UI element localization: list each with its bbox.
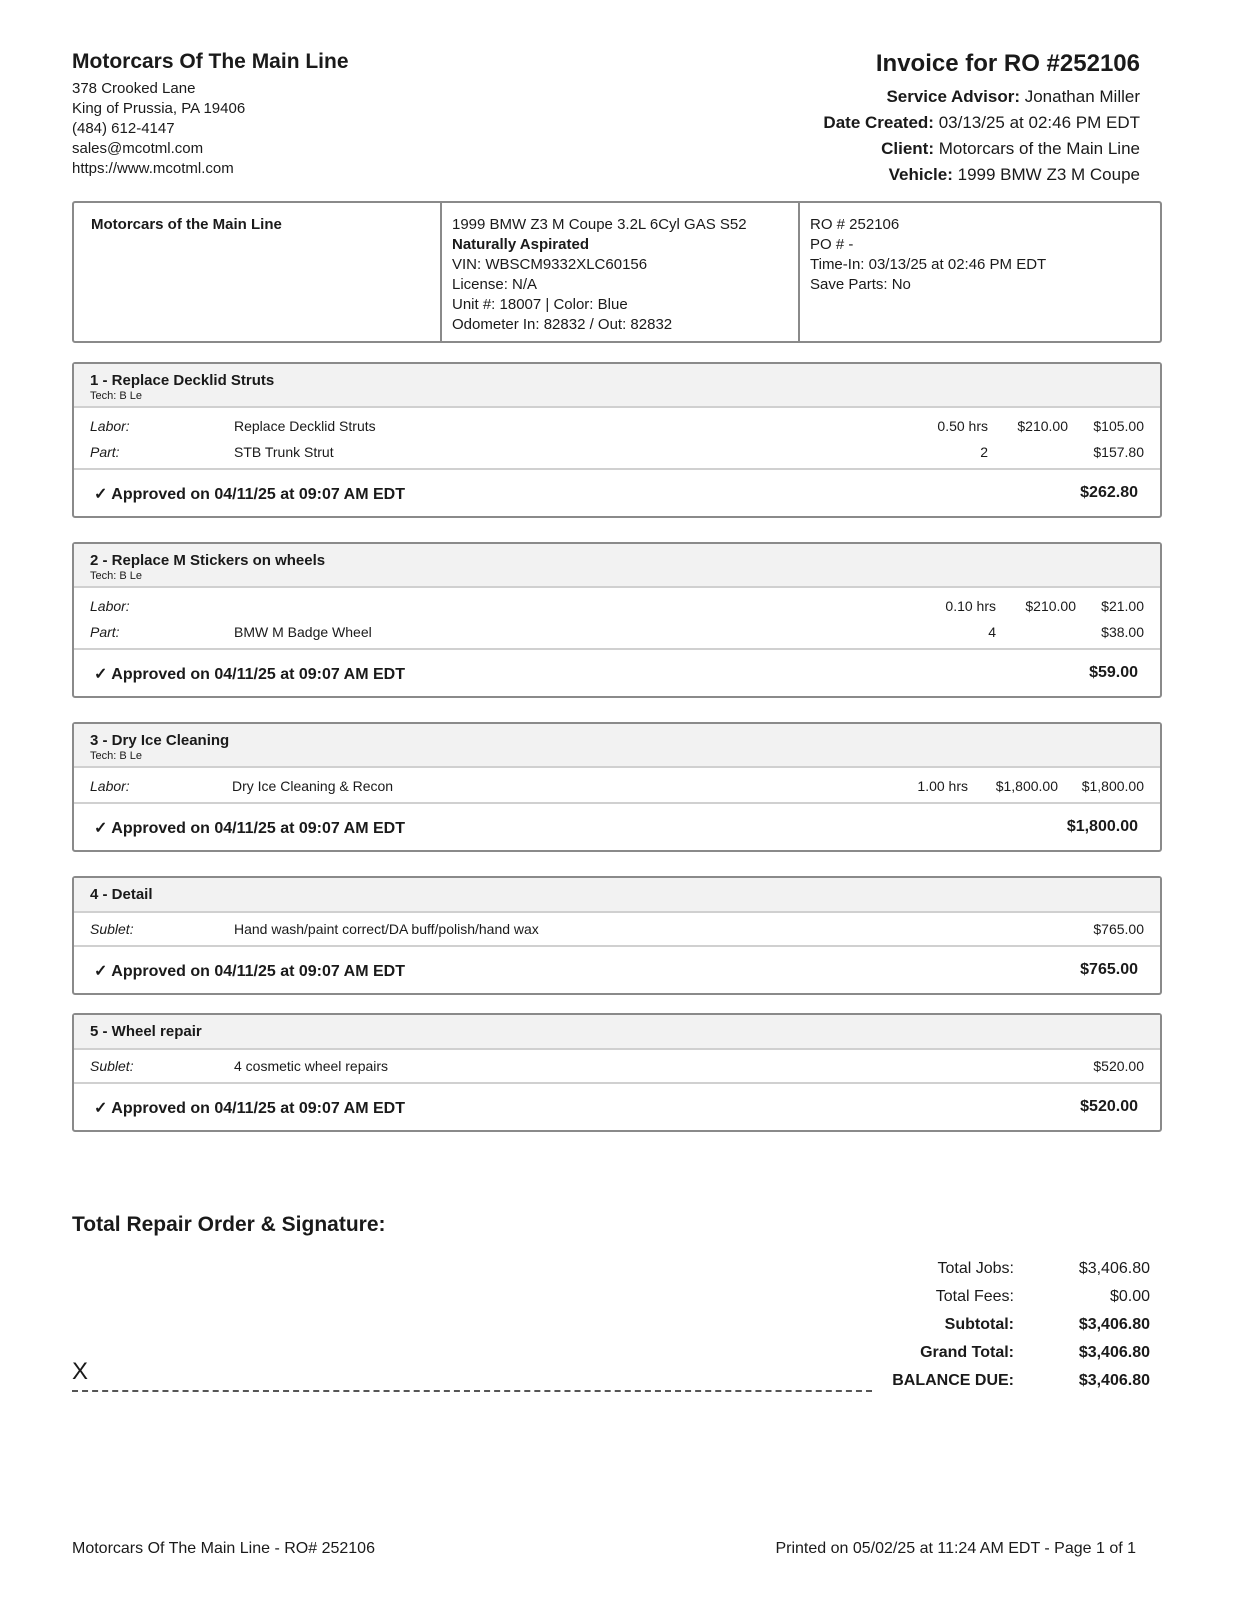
line-amount: $157.80: [1093, 444, 1144, 460]
subtotal-label: Subtotal:: [944, 1316, 1014, 1333]
client-value: Motorcars of the Main Line: [938, 139, 1140, 158]
service-advisor-label: Service Advisor:: [886, 87, 1020, 106]
line-type: Part:: [90, 444, 120, 460]
job-total: $520.00: [1080, 1098, 1138, 1115]
vehicle-column: [440, 203, 798, 341]
line-amount: $520.00: [1093, 1058, 1144, 1074]
line-quantity: 0.50 hrs: [937, 418, 988, 434]
line-quantity: 2: [980, 444, 988, 460]
vehicle-license: License: N/A: [452, 276, 538, 293]
job-footer: [74, 650, 1160, 696]
job-total: $262.80: [1080, 484, 1138, 501]
po-number: PO # -: [810, 236, 854, 253]
job-header: [74, 724, 1160, 768]
shop-phone: (484) 612-4147: [72, 120, 175, 137]
line-amount: $1,800.00: [1081, 778, 1144, 794]
job-tech: Tech: B Le: [90, 750, 142, 762]
job-header: [74, 544, 1160, 588]
vehicle-unit-color: Unit #: 18007 | Color: Blue: [452, 296, 628, 313]
line-rate: $210.00: [1017, 418, 1068, 434]
line-type: Labor:: [90, 598, 130, 614]
line-item: [74, 594, 1160, 620]
grand-total-label: Grand Total:: [920, 1344, 1014, 1361]
line-quantity: 1.00 hrs: [917, 778, 968, 794]
line-item: [74, 620, 1160, 646]
total-fees-label: Total Fees:: [935, 1288, 1014, 1305]
job-card: [72, 722, 1162, 852]
line-type: Part:: [90, 624, 120, 640]
vehicle-label: Vehicle:: [888, 165, 953, 184]
vehicle-value: 1999 BMW Z3 M Coupe: [957, 165, 1140, 184]
line-item: [74, 774, 1160, 800]
approval-status: ✓ Approved on 04/11/25 at 09:07 AM EDT: [94, 1100, 405, 1117]
line-description: Replace Decklid Struts: [234, 418, 376, 434]
line-type: Labor:: [90, 418, 130, 434]
line-rate: $210.00: [1025, 598, 1076, 614]
job-total: $1,800.00: [1066, 818, 1138, 835]
approval-status: ✓ Approved on 04/11/25 at 09:07 AM EDT: [94, 963, 405, 980]
footer-right: Printed on 05/02/25 at 11:24 AM EDT - Page 1 of 1: [775, 1540, 1136, 1557]
job-footer: [74, 1084, 1160, 1130]
job-footer: [74, 470, 1160, 516]
time-in: Time-In: 03/13/25 at 02:46 PM EDT: [810, 256, 1047, 273]
total-fees-row: [820, 1288, 1150, 1316]
job-header: [74, 1015, 1160, 1050]
vehicle-description: 1999 BMW Z3 M Coupe 3.2L 6Cyl GAS S52: [452, 216, 747, 233]
vehicle-odometer: Odometer In: 82832 / Out: 82832: [452, 316, 673, 333]
service-advisor: [823, 84, 1140, 110]
approval-status: ✓ Approved on 04/11/25 at 09:07 AM EDT: [94, 820, 405, 837]
signature-line[interactable]: [72, 1390, 872, 1392]
job-total: $765.00: [1080, 961, 1138, 978]
shop-website: https://www.mcotml.com: [72, 160, 234, 177]
job-card: [72, 362, 1162, 518]
job-lines: [74, 913, 1160, 947]
job-lines: [74, 1050, 1160, 1084]
total-fees-value: $0.00: [1109, 1288, 1150, 1305]
job-total: $59.00: [1089, 664, 1138, 681]
invoice-header: [823, 50, 1140, 188]
line-description: BMW M Badge Wheel: [234, 624, 372, 640]
date-created-value: 03/13/25 at 02:46 PM EDT: [938, 113, 1140, 132]
line-description: Dry Ice Cleaning & Recon: [232, 778, 394, 794]
grand-total-row: [820, 1344, 1150, 1372]
date-created-label: Date Created:: [823, 113, 934, 132]
line-rate: $1,800.00: [995, 778, 1058, 794]
client-label: Client:: [881, 139, 934, 158]
job-title: 4 - Detail: [90, 886, 153, 903]
job-title: 1 - Replace Decklid Struts: [90, 372, 275, 389]
line-amount: $765.00: [1093, 921, 1144, 937]
grand-total-value: $3,406.80: [1078, 1344, 1150, 1361]
customer-name: Motorcars of the Main Line: [91, 216, 282, 233]
total-jobs-row: [820, 1260, 1150, 1288]
job-card: [72, 542, 1162, 698]
line-item: [74, 1054, 1160, 1080]
job-tech: Tech: B Le: [90, 570, 142, 582]
shop-email: sales@mcotml.com: [72, 140, 204, 157]
ro-info-box: [72, 201, 1162, 343]
vehicle: [823, 162, 1140, 188]
line-quantity: 0.10 hrs: [945, 598, 996, 614]
balance-due-row: [820, 1372, 1150, 1400]
date-created: [823, 110, 1140, 136]
job-footer: [74, 804, 1160, 850]
job-card: [72, 1013, 1162, 1132]
total-jobs-label: Total Jobs:: [937, 1260, 1014, 1277]
total-heading: Total Repair Order & Signature:: [72, 1213, 386, 1236]
job-card: [72, 876, 1162, 995]
line-type: Labor:: [90, 778, 130, 794]
line-item: [74, 440, 1160, 466]
job-lines: [74, 588, 1160, 650]
job-header: [74, 364, 1160, 408]
shop-address-line2: King of Prussia, PA 19406: [72, 100, 246, 117]
approval-status: ✓ Approved on 04/11/25 at 09:07 AM EDT: [94, 666, 405, 683]
line-amount: $38.00: [1101, 624, 1144, 640]
job-tech: Tech: B Le: [90, 390, 142, 402]
job-lines: [74, 408, 1160, 470]
client: [823, 136, 1140, 162]
line-type: Sublet:: [90, 921, 134, 937]
line-item: [74, 414, 1160, 440]
balance-due-value: $3,406.80: [1078, 1372, 1150, 1389]
approval-status: ✓ Approved on 04/11/25 at 09:07 AM EDT: [94, 486, 405, 503]
job-footer: [74, 947, 1160, 993]
shop-name: Motorcars Of The Main Line: [72, 50, 349, 73]
line-description: STB Trunk Strut: [234, 444, 334, 460]
job-title: 5 - Wheel repair: [90, 1023, 202, 1040]
shop-address-line1: 378 Crooked Lane: [72, 80, 196, 97]
ro-number: RO # 252106: [810, 216, 900, 233]
service-advisor-value: Jonathan Miller: [1024, 87, 1140, 106]
subtotal-value: $3,406.80: [1078, 1316, 1150, 1333]
line-quantity: 4: [988, 624, 996, 640]
save-parts: Save Parts: No: [810, 276, 911, 293]
line-type: Sublet:: [90, 1058, 134, 1074]
ro-column: [798, 203, 1160, 341]
footer-left: Motorcars Of The Main Line - RO# 252106: [72, 1540, 375, 1557]
job-title: 3 - Dry Ice Cleaning: [90, 732, 230, 749]
job-title: 2 - Replace M Stickers on wheels: [90, 552, 326, 569]
shop-info: [72, 50, 349, 179]
balance-due-label: BALANCE DUE:: [892, 1372, 1014, 1389]
line-amount: $21.00: [1101, 598, 1144, 614]
vehicle-aspiration: Naturally Aspirated: [452, 236, 589, 253]
subtotal-row: [820, 1316, 1150, 1344]
job-header: [74, 878, 1160, 913]
invoice-title: Invoice for RO #252106: [875, 50, 1140, 77]
totals-table: [820, 1260, 1150, 1400]
total-jobs-value: $3,406.80: [1078, 1260, 1150, 1277]
line-description: 4 cosmetic wheel repairs: [234, 1058, 389, 1074]
line-amount: $105.00: [1093, 418, 1144, 434]
line-item: [74, 917, 1160, 943]
signature-mark: X: [72, 1358, 89, 1385]
job-lines: [74, 768, 1160, 804]
line-description: Hand wash/paint correct/DA buff/polish/hand wax: [234, 921, 539, 937]
customer-column: [74, 203, 440, 341]
vehicle-vin: VIN: WBSCM9332XLC60156: [452, 256, 648, 273]
